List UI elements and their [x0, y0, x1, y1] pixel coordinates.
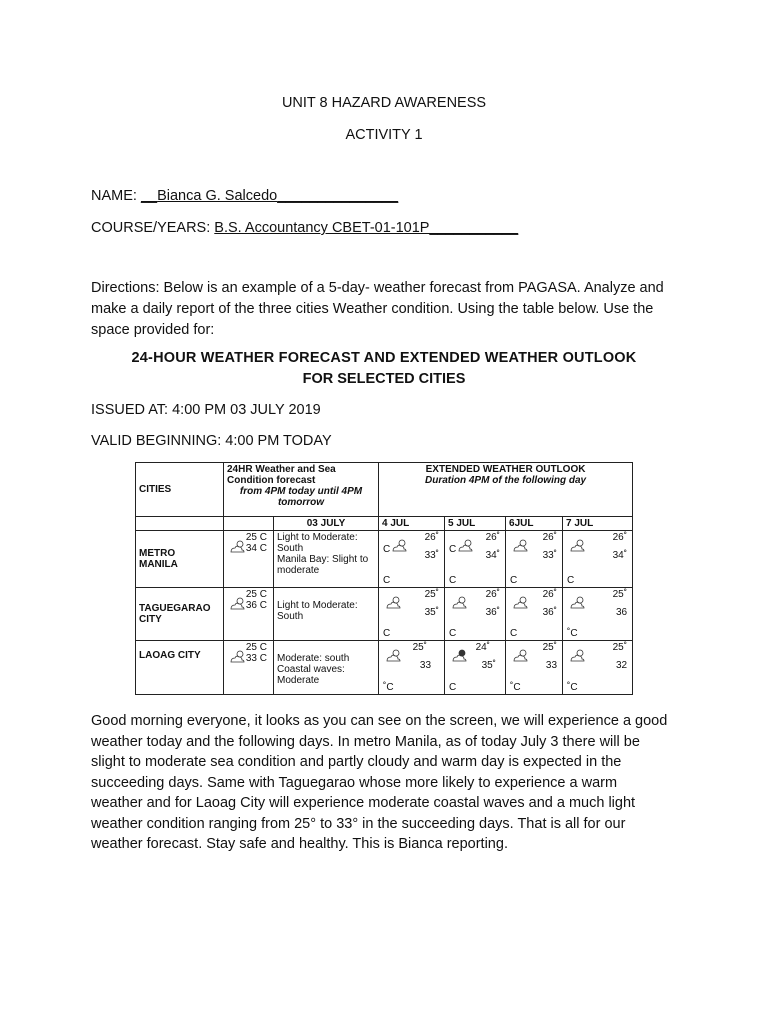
sun-cloud-icon [456, 537, 476, 553]
header-24hr-line1: 24HR Weather and Sea [227, 464, 336, 475]
outlook-low: 33˚ [424, 550, 440, 561]
outlook-unit: C [567, 575, 575, 586]
outlook-high: 25˚ [542, 642, 558, 653]
outlook-unit: ˚C [383, 682, 394, 693]
name-underscore-before: __ [140, 188, 158, 204]
name-value: Bianca G. Salcedo [157, 188, 278, 204]
outlook-low: 35˚ [481, 660, 497, 671]
sun-cloud-icon [384, 647, 404, 663]
city-cell [136, 531, 224, 588]
condition-cell: Light to Moderate: South [274, 588, 379, 641]
outlook-cell [506, 641, 563, 695]
outlook-low: 36˚ [485, 607, 501, 618]
date-today: 03 JULY [274, 517, 379, 531]
city-name-line1: LAOAG CITY [139, 650, 201, 661]
partly-cloudy-icon [229, 648, 247, 664]
sun-cloud-icon [568, 537, 588, 553]
name-underscore-after: _______________ [277, 188, 399, 204]
today-temp-cell [224, 531, 274, 588]
unit-title: UNIT 8 HAZARD AWARENESS [281, 95, 487, 111]
valid-beginning: VALID BEGINNING: 4:00 PM TODAY [91, 433, 332, 449]
date-cell: 6JUL [506, 517, 563, 531]
outlook-low: 33 [545, 660, 558, 671]
sun-cloud-icon [511, 537, 531, 553]
outlook-unit-pre: C [383, 544, 391, 555]
outlook-high: 26˚ [485, 589, 501, 600]
header-24hr-line2: Condition forecast [227, 475, 316, 486]
outlook-cell [445, 641, 506, 695]
sun-cloud-icon [568, 647, 588, 663]
sun-cloud-icon [390, 537, 410, 553]
course-underscore-after: ___________ [429, 220, 519, 236]
outlook-low: 32 [615, 660, 628, 671]
city-name-line2: CITY [139, 614, 162, 625]
sun-cloud-icon [511, 647, 531, 663]
outlook-unit: ˚C [567, 682, 578, 693]
outlook-high: 26˚ [612, 532, 628, 543]
header-ext-line1: EXTENDED WEATHER OUTLOOK [425, 464, 586, 475]
date-cell: 5 JUL [445, 517, 506, 531]
outlook-unit: ˚C [567, 628, 578, 639]
outlook-high: 25˚ [612, 642, 628, 653]
forecast-table [135, 462, 632, 695]
sun-cloud-icon [450, 594, 470, 610]
outlook-low: 33 [419, 660, 432, 671]
outlook-cell [506, 531, 563, 588]
outlook-low: 34˚ [485, 550, 501, 561]
outlook-low: 36 [615, 607, 628, 618]
sun-cloud-icon [511, 594, 531, 610]
activity-title: ACTIVITY 1 [345, 127, 423, 143]
outlook-high: 24˚ [475, 642, 491, 653]
name-label: NAME: [91, 188, 137, 204]
outlook-unit: C [510, 575, 518, 586]
outlook-high: 26˚ [542, 589, 558, 600]
outlook-cell [379, 641, 445, 695]
today-high: 25 C [245, 642, 267, 653]
city-cell [136, 588, 224, 641]
forecast-title-line2: FOR SELECTED CITIES [302, 371, 466, 387]
outlook-unit: C [383, 575, 391, 586]
outlook-unit: C [383, 628, 391, 639]
report-paragraph: Good morning everyone, it looks as you can see on the screen, we will experience a good weather today and the following days. In metro Manila, as of today July 3 there will be slight to moderate sea condition and partly cloudy and warm day is expected in the succeeding days. Same with Taguegarao whose more likely to experience a warm weather and for Laoag City will experience moderate coastal waves and a much light weather condition ranging from 25° to 33° in the succeeding days. That is all for our weather forecast. Stay safe and healthy. This is Bianca reporting. [91, 713, 668, 852]
today-low: 33 C [245, 653, 267, 664]
date-cell: 7 JUL [563, 517, 633, 531]
table-row [136, 531, 633, 588]
outlook-low: 33˚ [542, 550, 558, 561]
outlook-high: 26˚ [424, 532, 440, 543]
issued-at: ISSUED AT: 4:00 PM 03 JULY 2019 [91, 402, 321, 418]
outlook-cell [379, 531, 445, 588]
outlook-unit: ˚C [510, 682, 521, 693]
sun-cloud-icon [568, 594, 588, 610]
outlook-unit: C [449, 575, 457, 586]
date-cell: 4 JUL [379, 517, 445, 531]
course-label: COURSE/YEARS: [91, 220, 211, 236]
today-temp-cell [224, 588, 274, 641]
city-name-line2: MANILA [139, 559, 178, 570]
table-row [136, 641, 633, 695]
partly-cloudy-icon [229, 538, 247, 554]
outlook-high: 25˚ [424, 589, 440, 600]
empty-date-cell [136, 517, 224, 531]
city-cell [136, 641, 224, 695]
directions-paragraph: Directions: Below is an example of a 5-day- weather forecast from PAGASA. Analyze and make a daily report of the three cities Weather condition. Using the table below. Use the space provided for: [91, 280, 664, 338]
table-row [136, 588, 633, 641]
outlook-high: 25˚ [612, 589, 628, 600]
outlook-cell [445, 588, 506, 641]
today-high: 25 C [245, 532, 267, 543]
outlook-unit: C [449, 628, 457, 639]
header-cities: CITIES [136, 463, 224, 517]
outlook-cell [563, 588, 633, 641]
sun-cloud-icon [450, 647, 470, 663]
header-24hr-line4: tomorrow [277, 497, 325, 508]
course-line [91, 218, 518, 238]
city-name-line1: TAGUEGARAO [139, 603, 211, 614]
header-ext-line2: Duration 4PM of the following day [424, 475, 587, 486]
header-extended [379, 463, 633, 517]
outlook-low: 34˚ [612, 550, 628, 561]
today-low: 34 C [245, 543, 267, 554]
outlook-low: 35˚ [424, 607, 440, 618]
today-temp-cell [224, 641, 274, 695]
outlook-unit: C [449, 682, 457, 693]
outlook-high: 26˚ [485, 532, 501, 543]
city-name-line1: METRO [139, 548, 176, 559]
outlook-unit: C [510, 628, 518, 639]
forecast-title-line1: 24-HOUR WEATHER FORECAST AND EXTENDED WEATHER OUTLOOK [131, 350, 637, 366]
outlook-high: 25˚ [412, 642, 428, 653]
outlook-low: 36˚ [542, 607, 558, 618]
outlook-cell [506, 588, 563, 641]
sun-cloud-icon [384, 594, 404, 610]
today-high: 25 C [245, 589, 267, 600]
course-value: B.S. Accountancy CBET-01-101P [214, 220, 430, 236]
empty-date-cell [224, 517, 274, 531]
outlook-cell [445, 531, 506, 588]
header-24hr [224, 463, 379, 517]
outlook-cell [379, 588, 445, 641]
name-line [91, 186, 398, 206]
partly-cloudy-icon [229, 595, 247, 611]
outlook-unit-pre: C [449, 544, 457, 555]
header-24hr-line3: from 4PM today until 4PM [239, 486, 363, 497]
outlook-cell [563, 641, 633, 695]
condition-cell: Light to Moderate: South Manila Bay: Slight to moderate [274, 531, 379, 588]
condition-cell: Moderate: south Coastal waves: Moderate [274, 641, 379, 695]
outlook-cell [563, 531, 633, 588]
outlook-high: 26˚ [542, 532, 558, 543]
today-low: 36 C [245, 600, 267, 611]
